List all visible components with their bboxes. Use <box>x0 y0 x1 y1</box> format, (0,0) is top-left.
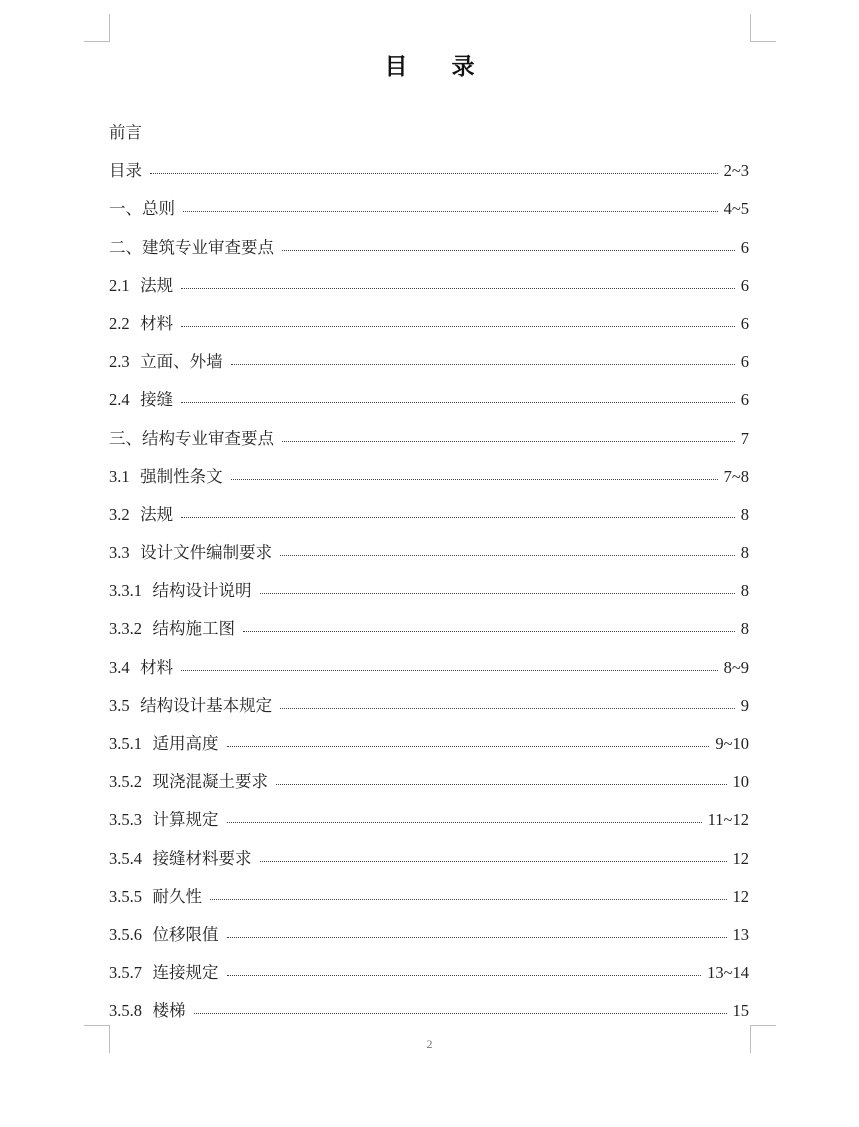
toc-entry-text: 前言 <box>109 123 142 142</box>
dot-leader <box>227 975 702 976</box>
toc-entry-number: 3.2 <box>109 504 130 524</box>
toc-entry-text: 立面、外墙 <box>140 352 223 372</box>
toc-entry-number: 3.3 <box>109 543 130 563</box>
toc-entry-text: 设计文件编制要求 <box>140 543 273 563</box>
toc-entry-page: 6 <box>740 275 749 295</box>
dot-leader <box>282 441 735 442</box>
toc-entry-page: 15 <box>732 1001 749 1021</box>
toc-entry-page: 9~10 <box>715 734 749 753</box>
dot-leader <box>181 670 717 671</box>
toc-entry-text: 目录 <box>109 161 142 181</box>
dot-leader <box>150 173 718 174</box>
toc-entry-text: 现浇混凝土要求 <box>152 772 268 792</box>
dot-leader <box>280 555 735 556</box>
dot-leader <box>276 784 727 785</box>
toc-entry-label <box>109 114 142 152</box>
dot-leader <box>181 326 735 327</box>
toc-entry-number: 3.5.2 <box>109 772 142 792</box>
toc-entry[interactable] <box>109 572 749 610</box>
toc-entry-page: 10 <box>732 772 749 792</box>
dot-leader <box>181 517 735 518</box>
toc-entry-label <box>109 878 202 916</box>
toc-entry-number: 2.1 <box>109 275 130 295</box>
toc-entry[interactable] <box>109 916 749 954</box>
toc-entry-number: 3.3.1 <box>109 581 142 601</box>
crop-mark-top-left <box>84 14 110 42</box>
toc-entry-text: 材料 <box>140 657 174 677</box>
dot-leader <box>227 822 702 823</box>
toc-entry-label <box>109 840 252 878</box>
toc-entry[interactable] <box>109 381 749 419</box>
toc-entry-number: 3.3.2 <box>109 619 142 639</box>
dot-leader <box>183 211 718 212</box>
toc-entry-text: 结构设计说明 <box>152 581 252 601</box>
toc-entry-page: 7 <box>740 428 749 448</box>
toc-entry-page: 13~14 <box>707 963 749 983</box>
toc-entry-label <box>109 496 173 534</box>
toc-entry-text: 法规 <box>140 504 174 524</box>
page-title: 目 录 <box>384 54 493 80</box>
toc-entry[interactable] <box>109 610 749 648</box>
crop-mark-top-right <box>750 14 776 42</box>
toc-entry[interactable] <box>109 801 749 839</box>
toc-entry-label <box>109 229 274 267</box>
toc-entry-text: 连接规定 <box>152 963 219 983</box>
dot-leader <box>260 861 727 862</box>
dot-leader <box>227 746 710 747</box>
toc-entry-number: 3.1 <box>109 466 130 486</box>
toc-entry-page: 4~5 <box>723 199 749 219</box>
toc-entry[interactable] <box>109 992 749 1030</box>
toc-entry-page: 12 <box>732 848 749 868</box>
toc-entry[interactable] <box>109 878 749 916</box>
toc-entry-label <box>109 572 252 610</box>
toc-entry-number: 3.5 <box>109 695 130 715</box>
toc-entry-label <box>109 190 175 228</box>
toc-entry-label <box>109 267 173 305</box>
toc-entry[interactable] <box>109 420 749 458</box>
toc-entry-number: 2.2 <box>109 313 130 333</box>
toc-entry-page: 9 <box>740 695 749 715</box>
toc-entry[interactable] <box>109 229 749 267</box>
dot-leader <box>280 708 735 709</box>
dot-leader <box>231 479 718 480</box>
toc-entry-label <box>109 305 173 343</box>
dot-leader <box>181 288 735 289</box>
toc-entry-label <box>109 534 272 572</box>
toc-entry-text: 法规 <box>140 275 174 295</box>
toc-entry-label <box>109 649 173 687</box>
toc-entry-number: 3.5.4 <box>109 848 142 868</box>
toc-entry-label <box>109 343 223 381</box>
toc-entry-number: 3.5.1 <box>109 734 142 753</box>
toc-entry-page: 7~8 <box>723 466 749 486</box>
toc-entry[interactable] <box>109 725 749 763</box>
toc-entry-text: 结构施工图 <box>152 619 235 639</box>
toc-entry[interactable] <box>109 534 749 572</box>
page-number: 2 <box>426 1037 433 1051</box>
toc-entry[interactable] <box>109 267 749 305</box>
toc-entry[interactable] <box>109 458 749 496</box>
toc-entry-page: 6 <box>740 313 749 333</box>
toc-entry[interactable] <box>109 954 749 992</box>
dot-leader <box>260 593 735 594</box>
toc-entry[interactable] <box>109 763 749 801</box>
toc-entry-number: 3.5.3 <box>109 810 142 830</box>
toc-entry-text: 强制性条文 <box>140 466 223 486</box>
toc-entry-label <box>109 954 219 992</box>
dot-leader <box>243 631 735 632</box>
toc-entry-page: 8 <box>740 543 749 563</box>
toc-entry-number: 3.5.6 <box>109 924 142 944</box>
dot-leader <box>231 364 735 365</box>
toc-entry-page: 6 <box>740 352 749 372</box>
toc-entry-page: 6 <box>740 237 749 257</box>
toc-entry[interactable] <box>109 840 749 878</box>
toc-entry-number: 2.4 <box>109 390 130 410</box>
toc-entry-number: 3.4 <box>109 657 130 677</box>
toc-entry[interactable] <box>109 305 749 343</box>
toc-entry-number: 2.3 <box>109 352 130 372</box>
toc-entry-page: 13 <box>732 924 749 944</box>
toc-entry-text: 楼梯 <box>152 1001 186 1021</box>
toc-entry-text: 三、结构专业审查要点 <box>109 428 274 448</box>
toc-entry-page: 8 <box>740 581 749 601</box>
toc-entry-page: 6 <box>740 390 749 410</box>
toc-entry-text: 位移限值 <box>152 924 219 944</box>
dot-leader <box>227 937 727 938</box>
toc-entry-number: 3.5.5 <box>109 886 142 906</box>
toc-entry-text: 二、建筑专业审查要点 <box>109 237 274 257</box>
toc-entry-text: 材料 <box>140 313 174 333</box>
toc-entry-label <box>109 801 219 839</box>
dot-leader <box>181 402 735 403</box>
dot-leader <box>210 899 727 900</box>
toc-entry-label <box>109 458 223 496</box>
table-of-contents <box>109 114 749 1031</box>
toc-entry[interactable] <box>109 649 749 687</box>
toc-entry-page: 8 <box>740 619 749 639</box>
toc-entry-page: 8~9 <box>723 657 749 677</box>
toc-entry-label <box>109 687 272 725</box>
toc-entry-page: 8 <box>740 504 749 524</box>
toc-entry-text: 结构设计基本规定 <box>140 695 273 715</box>
toc-entry-label <box>109 610 235 648</box>
toc-entry-label <box>109 992 186 1030</box>
toc-entry-number: 3.5.8 <box>109 1001 142 1021</box>
toc-entry[interactable] <box>109 687 749 725</box>
toc-entry-text: 耐久性 <box>152 886 202 906</box>
toc-entry-label <box>109 381 173 419</box>
toc-entry-page: 12 <box>732 886 749 906</box>
toc-entry[interactable] <box>109 152 749 190</box>
toc-entry-text: 计算规定 <box>152 810 219 830</box>
dot-leader <box>282 250 735 251</box>
toc-entry-label <box>109 420 274 458</box>
toc-entry-text: 适用高度 <box>152 734 219 753</box>
toc-entry[interactable] <box>109 496 749 534</box>
toc-entry-label <box>109 152 142 190</box>
toc-entry-label <box>109 725 219 763</box>
toc-entry-number: 3.5.7 <box>109 963 142 983</box>
toc-entry-text: 接缝材料要求 <box>152 848 252 868</box>
toc-entry[interactable] <box>109 114 749 152</box>
toc-entry[interactable] <box>109 190 749 228</box>
toc-entry-page: 11~12 <box>707 810 749 830</box>
toc-entry[interactable] <box>109 343 749 381</box>
dot-leader <box>194 1013 727 1014</box>
toc-entry-page: 2~3 <box>723 161 749 181</box>
toc-entry-label <box>109 916 219 954</box>
toc-entry-text: 接缝 <box>140 390 174 410</box>
toc-entry-text: 一、总则 <box>109 199 175 219</box>
toc-entry-label <box>109 763 268 801</box>
